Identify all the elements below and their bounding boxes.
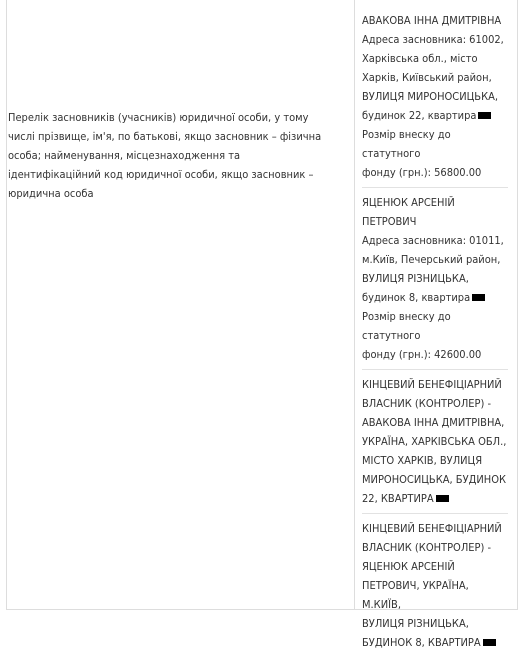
founder-name: АВАКОВА ІННА ДМИТРІВНА (362, 14, 502, 27)
redacted-block (483, 639, 496, 646)
founder-entry (362, 188, 508, 370)
beneficiary-text: КІНЦЕВИЙ БЕНЕФІЦІАРНИЙ ВЛАСНИК (КОНТРОЛЕР) - АВАКОВА ІННА ДМИТРІВНА, УКРАЇНА, ХАРКІВСЬКА ОБЛ., МІСТО ХАРКІВ, ВУЛИЦЯ МИРОНОСИЦЬКА, БУДИНОК 22, КВАРТИРА (362, 378, 507, 505)
founder-name: ЯЦЕНЮК АРСЕНІЙ ПЕТРОВИЧ (362, 196, 455, 228)
founder-contribution: Розмір внеску до статутного фонду (грн.): 56800.00 (362, 128, 482, 179)
beneficiary-entry (362, 514, 508, 657)
redacted-block (436, 495, 449, 502)
redacted-block (472, 294, 485, 301)
founder-contribution: Розмір внеску до статутного фонду (грн.): 42600.00 (362, 310, 482, 361)
beneficiary-entry (362, 370, 508, 514)
founder-address: Адреса засновника: 61002, Харківська обл., місто Харків, Київський район, ВУЛИЦЯ МИРОНОСИЦЬКА, будинок 22, квартира (362, 33, 504, 122)
founders-row-label: Перелік засновників (учасників) юридичної особи, у тому числі прізвище, ім'я, по батькові, якщо засновник – фізична особа; найменування, місцезнаходження та ідентифікаційний код юридичної особи, якщо засновник – юридична особа (8, 111, 322, 200)
founder-address: Адреса засновника: 01011, м.Київ, Печерський район, ВУЛИЦЯ РІЗНИЦЬКА, будинок 8, квартира (362, 234, 504, 304)
beneficiary-text: КІНЦЕВИЙ БЕНЕФІЦІАРНИЙ ВЛАСНИК (КОНТРОЛЕР) - ЯЦЕНЮК АРСЕНІЙ ПЕТРОВИЧ, УКРАЇНА, М.КИЇВ, ВУЛИЦЯ РІЗНИЦЬКА, БУДИНОК 8, КВАРТИРА (362, 522, 502, 649)
founder-entry (362, 6, 508, 188)
founders-list (362, 6, 510, 657)
column-divider (354, 0, 355, 610)
redacted-block (478, 112, 491, 119)
